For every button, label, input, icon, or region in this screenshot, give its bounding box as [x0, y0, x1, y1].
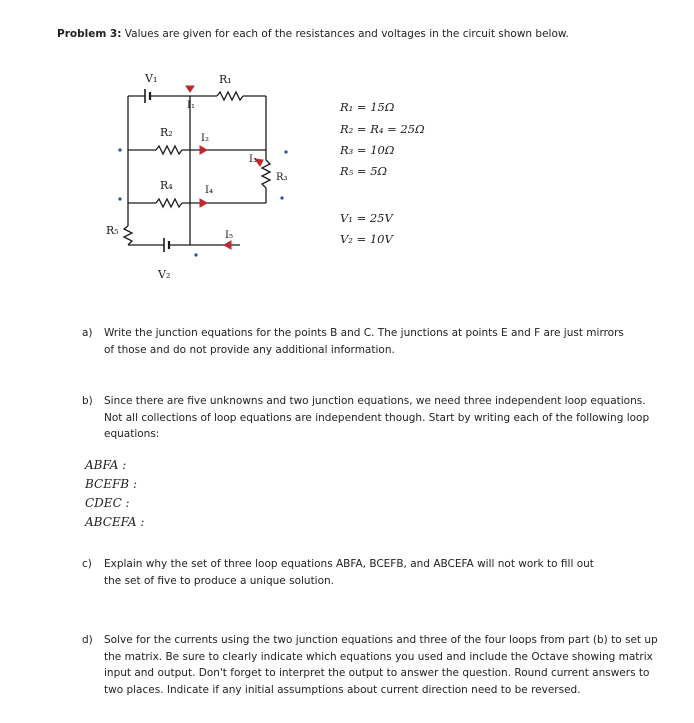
- resistor-r1: [217, 92, 243, 100]
- given-r2-r4: R₂ = R₄ = 25Ω: [340, 122, 425, 136]
- loop-abcefa: ABCEFA :: [85, 515, 145, 529]
- given-r5: R₅ = 5Ω: [340, 164, 388, 178]
- label-r3: R₃: [276, 172, 288, 183]
- given-r3: R₃ = 10Ω: [340, 143, 395, 157]
- question-d-text: [104, 632, 684, 698]
- arrow-i2: [200, 146, 207, 154]
- question-b-letter: b): [82, 395, 93, 407]
- given-v2: V₂ = 10V: [340, 232, 393, 246]
- question-d-letter: d): [82, 634, 93, 646]
- problem-text: Values are given for each of the resistances and voltages in the circuit shown below.: [121, 28, 569, 40]
- label-v1: V₁: [145, 72, 158, 85]
- label-v2: V₂: [158, 268, 171, 281]
- loop-cdec: CDEC :: [85, 496, 130, 510]
- label-i2: I₂: [201, 133, 209, 144]
- question-d-line: two places. Indicate if any initial assumptions about current direction need to be reversed.: [104, 683, 581, 696]
- node-dot: [194, 253, 197, 256]
- question-a-letter: a): [82, 327, 93, 339]
- given-v1: V₁ = 25V: [340, 211, 393, 225]
- problem-label: Problem 3:: [57, 28, 122, 40]
- label-i1: I₁: [187, 100, 195, 111]
- resistor-r4: [156, 199, 182, 207]
- question-b-line: Since there are five unknowns and two junction equations, we need three independent loop equations.: [104, 395, 646, 407]
- node-dot: [118, 197, 121, 200]
- question-a-text: [104, 325, 664, 358]
- question-b-line: equations:: [104, 428, 160, 440]
- question-a-line: of those and do not provide any additional information.: [104, 343, 395, 356]
- question-b-text: [104, 393, 674, 443]
- question-a-line: Write the junction equations for the points B and C. The junctions at points E and F are just mirrors: [104, 327, 624, 339]
- loop-list: [85, 456, 144, 532]
- question-c-letter: c): [82, 558, 92, 570]
- resistor-r5: [124, 226, 132, 245]
- loop-bcefb: BCEFB :: [85, 477, 137, 491]
- question-d-line: input and output. Don't forget to interpret the output to answer the question. Round current answers to: [104, 667, 650, 679]
- question-c-text: [104, 556, 664, 589]
- question-c-line: Explain why the set of three loop equations ABFA, BCEFB, and ABCEFA will not work to fill out: [104, 558, 594, 570]
- resistor-r3: [262, 160, 270, 188]
- arrow-i1: [186, 86, 194, 92]
- arrow-i4: [200, 199, 207, 207]
- question-d-line: the matrix. Be sure to clearly indicate which equations you used and include the Octave showing matrix: [104, 650, 653, 663]
- node-dot: [280, 196, 283, 199]
- loop-abfa: ABFA :: [85, 458, 127, 472]
- question-b-line: Not all collections of loop equations are independent though. Start by writing each of the following loop: [104, 411, 650, 424]
- node-dot: [284, 150, 287, 153]
- label-r4: R₄: [160, 179, 173, 192]
- question-c-line: the set of five to produce a unique solution.: [104, 574, 335, 587]
- label-r5: R₅: [106, 224, 119, 237]
- resistor-r2: [156, 146, 182, 154]
- label-i5: I₅: [225, 230, 233, 241]
- label-r1: R₁: [219, 73, 232, 86]
- given-r1: R₁ = 15Ω: [340, 100, 395, 114]
- question-d-line: Solve for the currents using the two junction equations and three of the four loops from part (b) to set up: [104, 634, 658, 646]
- arrow-i5: [224, 241, 231, 249]
- node-dot: [118, 148, 121, 151]
- label-i4: I₄: [205, 185, 213, 196]
- label-i3: I₃: [249, 154, 257, 165]
- label-r2: R₂: [160, 126, 173, 139]
